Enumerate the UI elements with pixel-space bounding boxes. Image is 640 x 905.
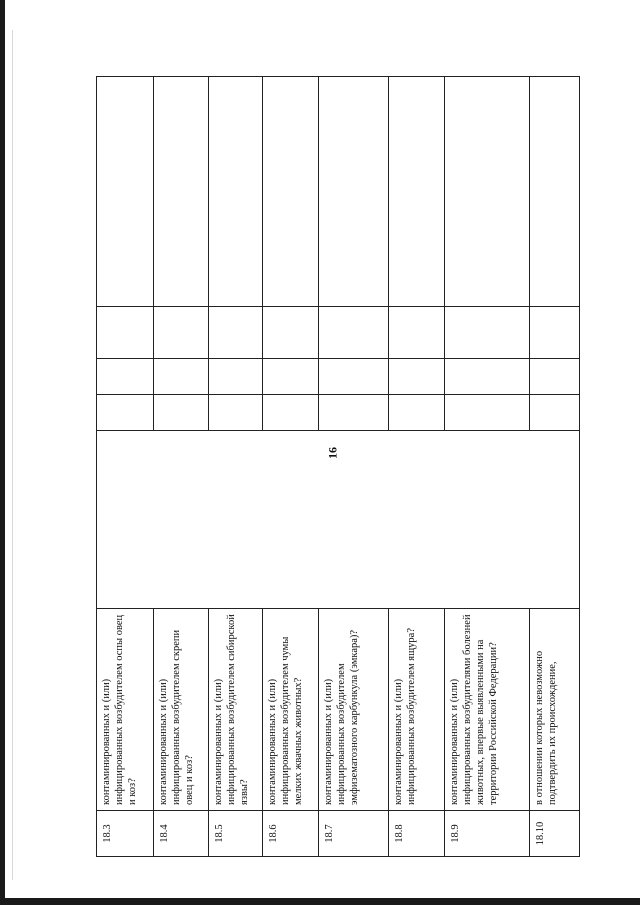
answer-yes-cell (209, 395, 263, 431)
row-number: 18.4 (154, 811, 209, 857)
notes-cell (389, 77, 445, 307)
answer-na-cell (445, 307, 530, 359)
answer-yes-cell (445, 395, 530, 431)
notes-cell (530, 77, 580, 307)
answer-na-cell (389, 307, 445, 359)
notes-cell (209, 77, 263, 307)
answer-na-cell (154, 307, 209, 359)
notes-cell (97, 77, 154, 307)
answer-yes-cell (97, 395, 154, 431)
question-cell: контаминированных и (или) инфицированных возбудителем сибирской язвы? (209, 609, 263, 811)
notes-cell (263, 77, 319, 307)
answer-no-cell (263, 359, 319, 395)
question-cell: контаминированных и (или) инфицированных возбудителями болезней животных, впервые выявленными на территории Российской Федерации? (445, 609, 530, 811)
row-number: 18.5 (209, 811, 263, 857)
answer-na-cell (97, 307, 154, 359)
answer-no-cell (445, 359, 530, 395)
page-number: 16 (325, 447, 340, 459)
answer-yes-cell (263, 395, 319, 431)
notes-cell (154, 77, 209, 307)
answer-no-cell (319, 359, 389, 395)
question-cell: в отношении которых невозможно подтвердить их происхождение, (530, 609, 580, 811)
table-row (97, 77, 154, 857)
answer-na-cell (530, 307, 580, 359)
question-cell: контаминированных и (или) инфицированных возбудителем эмфизематозного карбункула (эмкара)? (319, 609, 389, 811)
answer-no-cell (389, 359, 445, 395)
row-number: 18.6 (263, 811, 319, 857)
row-number: 18.7 (319, 811, 389, 857)
notes-cell (445, 77, 530, 307)
question-cell: контаминированных и (или) инфицированных возбудителем скрепи овец и коз? (154, 609, 209, 811)
notes-cell (319, 77, 389, 307)
answer-yes-cell (154, 395, 209, 431)
answer-na-cell (319, 307, 389, 359)
legal-reference-cell (97, 431, 580, 609)
scan-fold-line (12, 30, 13, 880)
scan-edge-left (0, 0, 5, 905)
answer-no-cell (209, 359, 263, 395)
question-cell: контаминированных и (или) инфицированных возбудителем ящура? (389, 609, 445, 811)
row-number: 18.10 (530, 811, 580, 857)
question-cell: контаминированных и (или) инфицированных возбудителем оспы овец и коз? (97, 609, 154, 811)
answer-no-cell (154, 359, 209, 395)
answer-yes-cell (319, 395, 389, 431)
row-number: 18.9 (445, 811, 530, 857)
row-number: 18.3 (97, 811, 154, 857)
checklist-table (96, 76, 580, 857)
answer-no-cell (530, 359, 580, 395)
answer-no-cell (97, 359, 154, 395)
answer-na-cell (209, 307, 263, 359)
row-number: 18.8 (389, 811, 445, 857)
question-cell: контаминированных и (или) инфицированных возбудителем чумы мелких жвачных животных? (263, 609, 319, 811)
answer-na-cell (263, 307, 319, 359)
answer-yes-cell (530, 395, 580, 431)
scan-edge-bottom (0, 898, 640, 905)
rotated-table-container (96, 77, 579, 857)
answer-yes-cell (389, 395, 445, 431)
